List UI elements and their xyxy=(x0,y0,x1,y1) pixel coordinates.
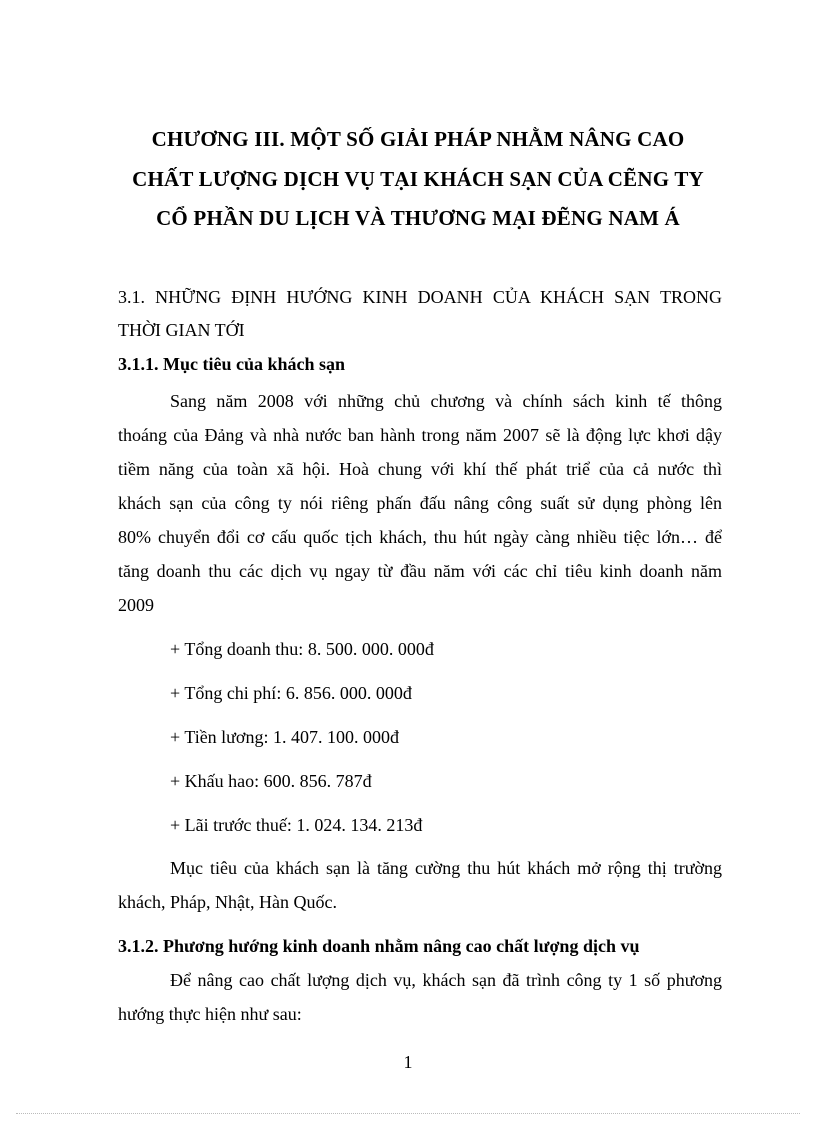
target-cost: + Tổng chi phí: 6. 856. 000. 000đ xyxy=(170,683,412,703)
target-depreciation: + Khấu hao: 600. 856. 787đ xyxy=(170,771,372,791)
paragraph-line-3: tiềm năng của toàn xã hội. Hoà chung với khí thế phát triể của cả nước thì xyxy=(118,459,722,479)
section-3-1-heading-line-1: 3.1. NHỮNG ĐỊNH HƯỚNG KINH DOANH CỦA KHÁCH SẠN TRONG xyxy=(118,287,722,307)
paragraph-line-1: Sang năm 2008 với những chủ chương và chính sách kinh tế thông xyxy=(170,391,722,411)
target-profit-before-tax: + Lãi trước thuế: 1. 024. 134. 213đ xyxy=(170,815,423,835)
chapter-title-line-1: CHƯƠNG III. MỘT SỐ GIẢI PHÁP NHẰM NÂNG CAO xyxy=(151,127,685,151)
paragraph-line-4: khách sạn của công ty nói riêng phấn đấu nâng công suất sử dụng phòng lên xyxy=(118,493,722,513)
direction-line-1: Để nâng cao chất lượng dịch vụ, khách sạn đã trình công ty 1 số phương xyxy=(170,970,722,990)
page-bottom-divider xyxy=(16,1113,800,1114)
paragraph-line-5: 80% chuyển đổi cơ cấu quốc tịch khách, thu hút ngày càng nhiều tiệc lớn… để xyxy=(118,527,722,547)
chapter-title-line-2: CHẤT LƯỢNG DỊCH VỤ TẠI KHÁCH SẠN CỦA CẼNG TY xyxy=(132,167,704,191)
paragraph-line-6: tăng doanh thu các dịch vụ ngay từ đầu năm với các chỉ tiêu kinh doanh năm xyxy=(118,561,722,581)
chapter-title-line-3: CỔ PHẦN DU LỊCH VÀ THƯƠNG MẠI ĐẼNG NAM Á xyxy=(156,206,680,230)
paragraph-line-2: thoáng của Đảng và nhà nước ban hành trong năm 2007 sẽ là động lực khơi dậy xyxy=(118,425,722,445)
goal-line-2: khách, Pháp, Nhật, Hàn Quốc. xyxy=(118,892,337,912)
goal-line-1: Mục tiêu của khách sạn là tăng cường thu hút khách mở rộng thị trường xyxy=(170,858,722,878)
page-number: 1 xyxy=(403,1052,413,1072)
target-revenue: + Tổng doanh thu: 8. 500. 000. 000đ xyxy=(170,639,434,659)
section-3-1-heading-line-2: THỜI GIAN TỚI xyxy=(118,320,245,340)
direction-line-2: hướng thực hiện như sau: xyxy=(118,1004,302,1024)
paragraph-line-7: 2009 xyxy=(118,595,154,615)
target-salary: + Tiền lương: 1. 407. 100. 000đ xyxy=(170,727,399,747)
section-3-1-1-heading: 3.1.1. Mục tiêu của khách sạn xyxy=(118,354,346,374)
section-3-1-2-heading: 3.1.2. Phương hướng kinh doanh nhằm nâng cao chất lượng dịch vụ xyxy=(118,936,640,956)
